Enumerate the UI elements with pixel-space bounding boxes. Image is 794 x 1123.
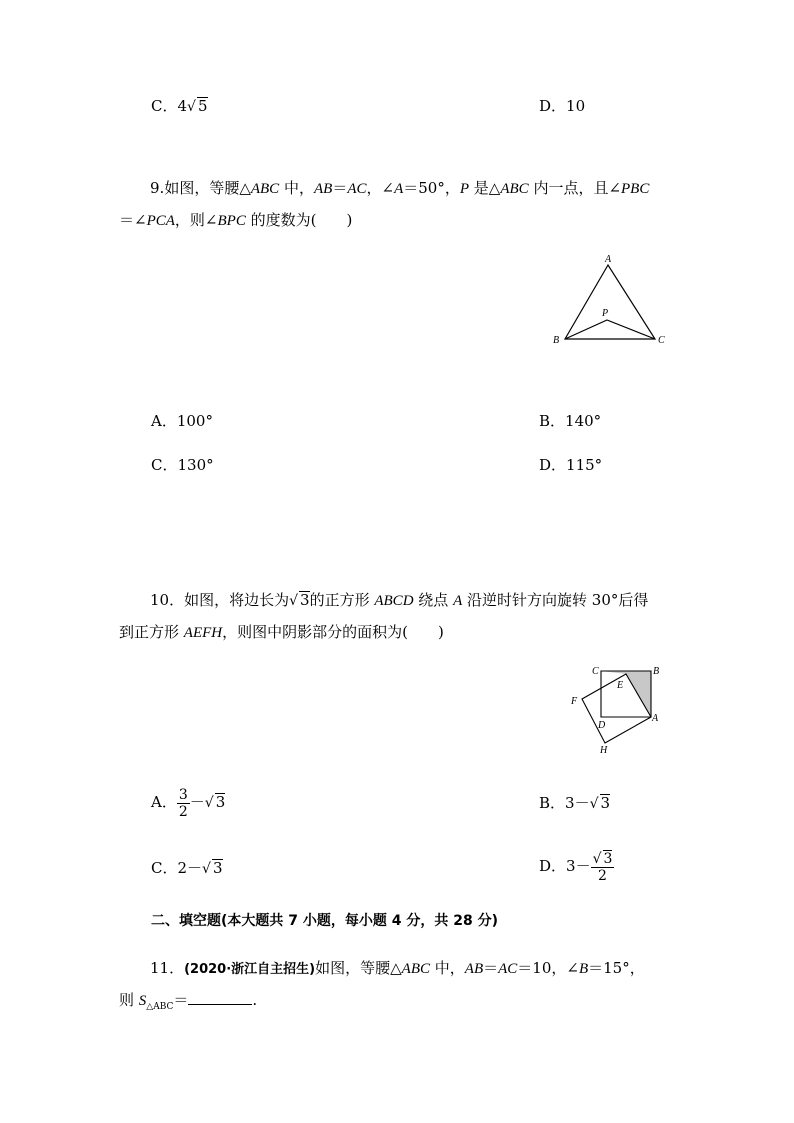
label-d: D [598, 720, 606, 731]
q8-option-c: C．4√ 5 [151, 97, 208, 115]
label-h: H [600, 745, 608, 756]
label-b: B [653, 666, 660, 677]
q9-triangle-figure [545, 250, 675, 350]
fraction: $\frac{√ 3}{2}$ [592, 851, 613, 884]
q9-option-c: C．130° [151, 456, 214, 474]
q10-option-a: A． $\frac{3}{2}$ －√ 3 [151, 786, 226, 820]
q9-question-line2: ＝∠PCA，则∠BPC 的度数为( ) [119, 211, 353, 229]
q10-square-figure [560, 660, 675, 760]
label-p: P [602, 308, 609, 319]
q8-option-d [539, 96, 585, 116]
radicand: 5 [197, 97, 208, 115]
q11-question-line1: 11．(2020·浙江自主招生)如图，等腰△ABC 中，AB＝AC＝10，∠B＝15°， [150, 959, 645, 977]
triangle-abc [565, 265, 655, 339]
label-b: B [553, 335, 560, 346]
question-source: (2020·浙江自主招生) [184, 962, 316, 977]
q10-question-line2: 到正方形 AEFH，则图中阴影部分的面积为( ) [119, 623, 444, 641]
q9-question-line1: 9.如图，等腰△ABC 中，AB＝AC，∠A＝50°，P 是△ABC 内一点，且∠PBC [150, 179, 650, 197]
q11-question-line2: 则 $S_{\triangle ABC}=$ . [119, 991, 258, 1012]
q10-question-line1: 10．如图，将边长为√ 3的正方形 ABCD 绕点 A 沿逆时针方向旋转 30°后得 [150, 591, 649, 609]
segments-bp-pc [565, 320, 655, 339]
label-f: F [571, 696, 578, 707]
q9-option-a: A．100° [151, 412, 213, 430]
q10-option-b: B．3－√ 3 [539, 794, 611, 812]
q10-option-d: D．3－ $\frac{√ 3}{2}$ [539, 851, 613, 884]
option-value: 10 [566, 97, 586, 115]
label-a: A [605, 254, 612, 265]
q9-option-b: B．140° [539, 412, 602, 430]
section-title: 二、填空题(本大题共 7 小题，每小题 4 分，共 28 分) [151, 913, 499, 929]
answer-blank[interactable] [188, 990, 252, 1005]
label-c: C [658, 335, 665, 346]
option-label: C． [151, 97, 178, 115]
option-value: 4 [177, 97, 188, 115]
q9-option-d: D．115° [539, 456, 603, 474]
label-a: A [652, 713, 659, 724]
shaded-region [601, 671, 651, 717]
label-e: E [617, 680, 624, 691]
option-label: D． [539, 97, 567, 115]
fraction: $\frac{3}{2}$ [178, 786, 188, 820]
q10-option-c: C．2－√ 3 [151, 859, 223, 877]
label-c: C [592, 666, 599, 677]
